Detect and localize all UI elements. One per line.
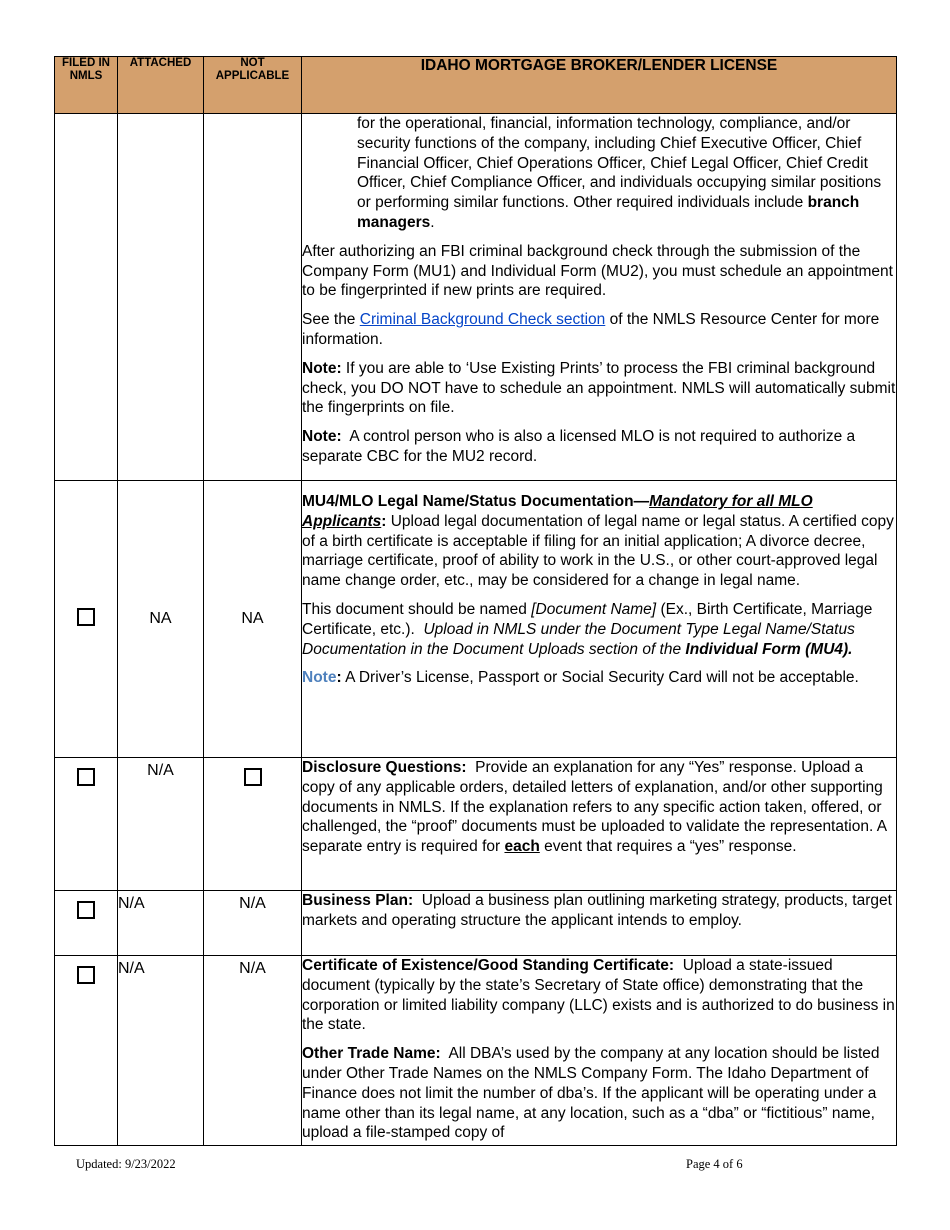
- certificate-paragraph: Certificate of Existence/Good Standing Certificate: Upload a state-issued document (typically by the state’s Secretary of State office) demonstrating that the corporation or limited liability company (LLC) exists and is authorized to do business in the state.: [302, 957, 895, 1034]
- attached-header: ATTACHED: [118, 57, 204, 114]
- attached-value: NA: [118, 481, 204, 758]
- existing-prints-note: Note: If you are able to ‘Use Existing Prints’ to process the FBI criminal background check, you DO NOT have to schedule an appointment. NMLS will automatically submit the fingerprints on file.: [302, 359, 896, 417]
- disclosure-not-applicable-checkbox[interactable]: [244, 768, 262, 786]
- business-plan-paragraph: Business Plan: Upload a business plan outlining marketing strategy, products, target markets and operating structure the applicant intends to employ.: [302, 892, 892, 929]
- criminal-background-check-link[interactable]: Criminal Background Check section: [359, 311, 606, 329]
- control-person-note: Note: A control person who is also a licensed MLO is not required to authorize a separate CBC for the MU2 record.: [302, 428, 856, 465]
- not-applicable-value: N/A: [204, 956, 302, 1146]
- attached-cell-empty: [118, 114, 204, 481]
- certificate-filed-checkbox[interactable]: [77, 966, 95, 984]
- trade-name-paragraph: Other Trade Name: All DBA’s used by the company at any location should be listed under Other Trade Names on the NMLS Company Form. The Idaho Department of Finance does not limit the number of dba’s. If the applicant will be operating under a name other than its legal name, at any location, such as a “dba” or “fictitious” name, upload a file-stamped copy of: [302, 1045, 880, 1142]
- document-naming-paragraph: This document should be named [Document Name] (Ex., Birth Certificate, Marriage Certificate, etc.). Upload in NMLS under the Document Type Legal Name/Status Documentation in the Document Uploads section of the Individual Form (MU4).: [302, 600, 873, 658]
- legal-name-filed-checkbox[interactable]: [77, 608, 95, 626]
- fingerprint-paragraph: After authorizing an FBI criminal background check through the submission of the Company Form (MU1) and Individual Form (MU2), you must schedule an appointment to be fingerprinted if new prints are required.: [302, 242, 893, 300]
- na-cell: [204, 758, 302, 891]
- license-checklist-table: [54, 56, 897, 1146]
- table-row: [55, 481, 897, 758]
- filed-cell: [55, 758, 118, 891]
- business-plan-filed-checkbox[interactable]: [77, 901, 95, 919]
- attached-value: N/A: [118, 758, 204, 891]
- disclosure-paragraph: Disclosure Questions: Provide an explanation for any “Yes” response. Upload a copy of any applicable orders, detailed letters of explanation, and/or other supporting documents in NMLS. If the explanation refers to any specific action taken, offered, or challenged, the “proof” documents must be uploaded to validate the representation. A separate entry is required for each event that requires a “yes” response.: [302, 759, 887, 856]
- not-applicable-value: N/A: [204, 891, 302, 956]
- table-title: IDAHO MORTGAGE BROKER/LENDER LICENSE: [302, 57, 897, 114]
- table-row: [55, 891, 897, 956]
- filed-cell: [55, 481, 118, 758]
- filed-cell-empty: [55, 114, 118, 481]
- na-cell-empty: [204, 114, 302, 481]
- not-applicable-header: NOT APPLICABLE: [204, 57, 302, 114]
- filed-in-nmls-header: FILED IN NMLS: [55, 57, 118, 114]
- legal-name-description: [302, 481, 897, 758]
- table-row: [55, 956, 897, 1146]
- certificate-description: [302, 956, 897, 1146]
- page-number: Page 4 of 6: [686, 1157, 743, 1171]
- filed-cell: [55, 956, 118, 1146]
- disclosure-description: [302, 758, 897, 891]
- header-row: [55, 57, 897, 114]
- not-applicable-value: NA: [204, 481, 302, 758]
- filed-cell: [55, 891, 118, 956]
- table-row: [55, 114, 897, 481]
- table-row: [55, 758, 897, 891]
- business-plan-description: [302, 891, 897, 956]
- attached-value: N/A: [118, 956, 204, 1146]
- attached-value: N/A: [118, 891, 204, 956]
- cbc-description: [302, 114, 897, 481]
- acceptable-documents-note: Note: A Driver’s License, Passport or Social Security Card will not be acceptable.: [302, 669, 859, 687]
- resource-center-paragraph: See the Criminal Background Check section of the NMLS Resource Center for more information.: [302, 311, 880, 348]
- disclosure-filed-checkbox[interactable]: [77, 768, 95, 786]
- legal-name-paragraph: MU4/MLO Legal Name/Status Documentation—Mandatory for all MLO Applicants: Upload legal documentation of legal name or legal status. A certified copy of a birth certificate is acceptable if filing for an initial application; A divorce decree, marriage certificate, proof of ability to work in the U.S., or other court-approved legal name change order, etc., may be considered for a change in legal name.: [302, 493, 894, 590]
- control-persons-continued: for the operational, financial, information technology, compliance, and/or security functions of the company, including Chief Executive Officer, Chief Financial Officer, Chief Operations Officer, Chief Legal Officer, Chief Credit Officer, Chief Compliance Officer, and individuals occupying similar positions or performing similar functions. Other required individuals include branch managers.: [357, 115, 882, 231]
- updated-date: Updated: 9/23/2022: [76, 1157, 176, 1171]
